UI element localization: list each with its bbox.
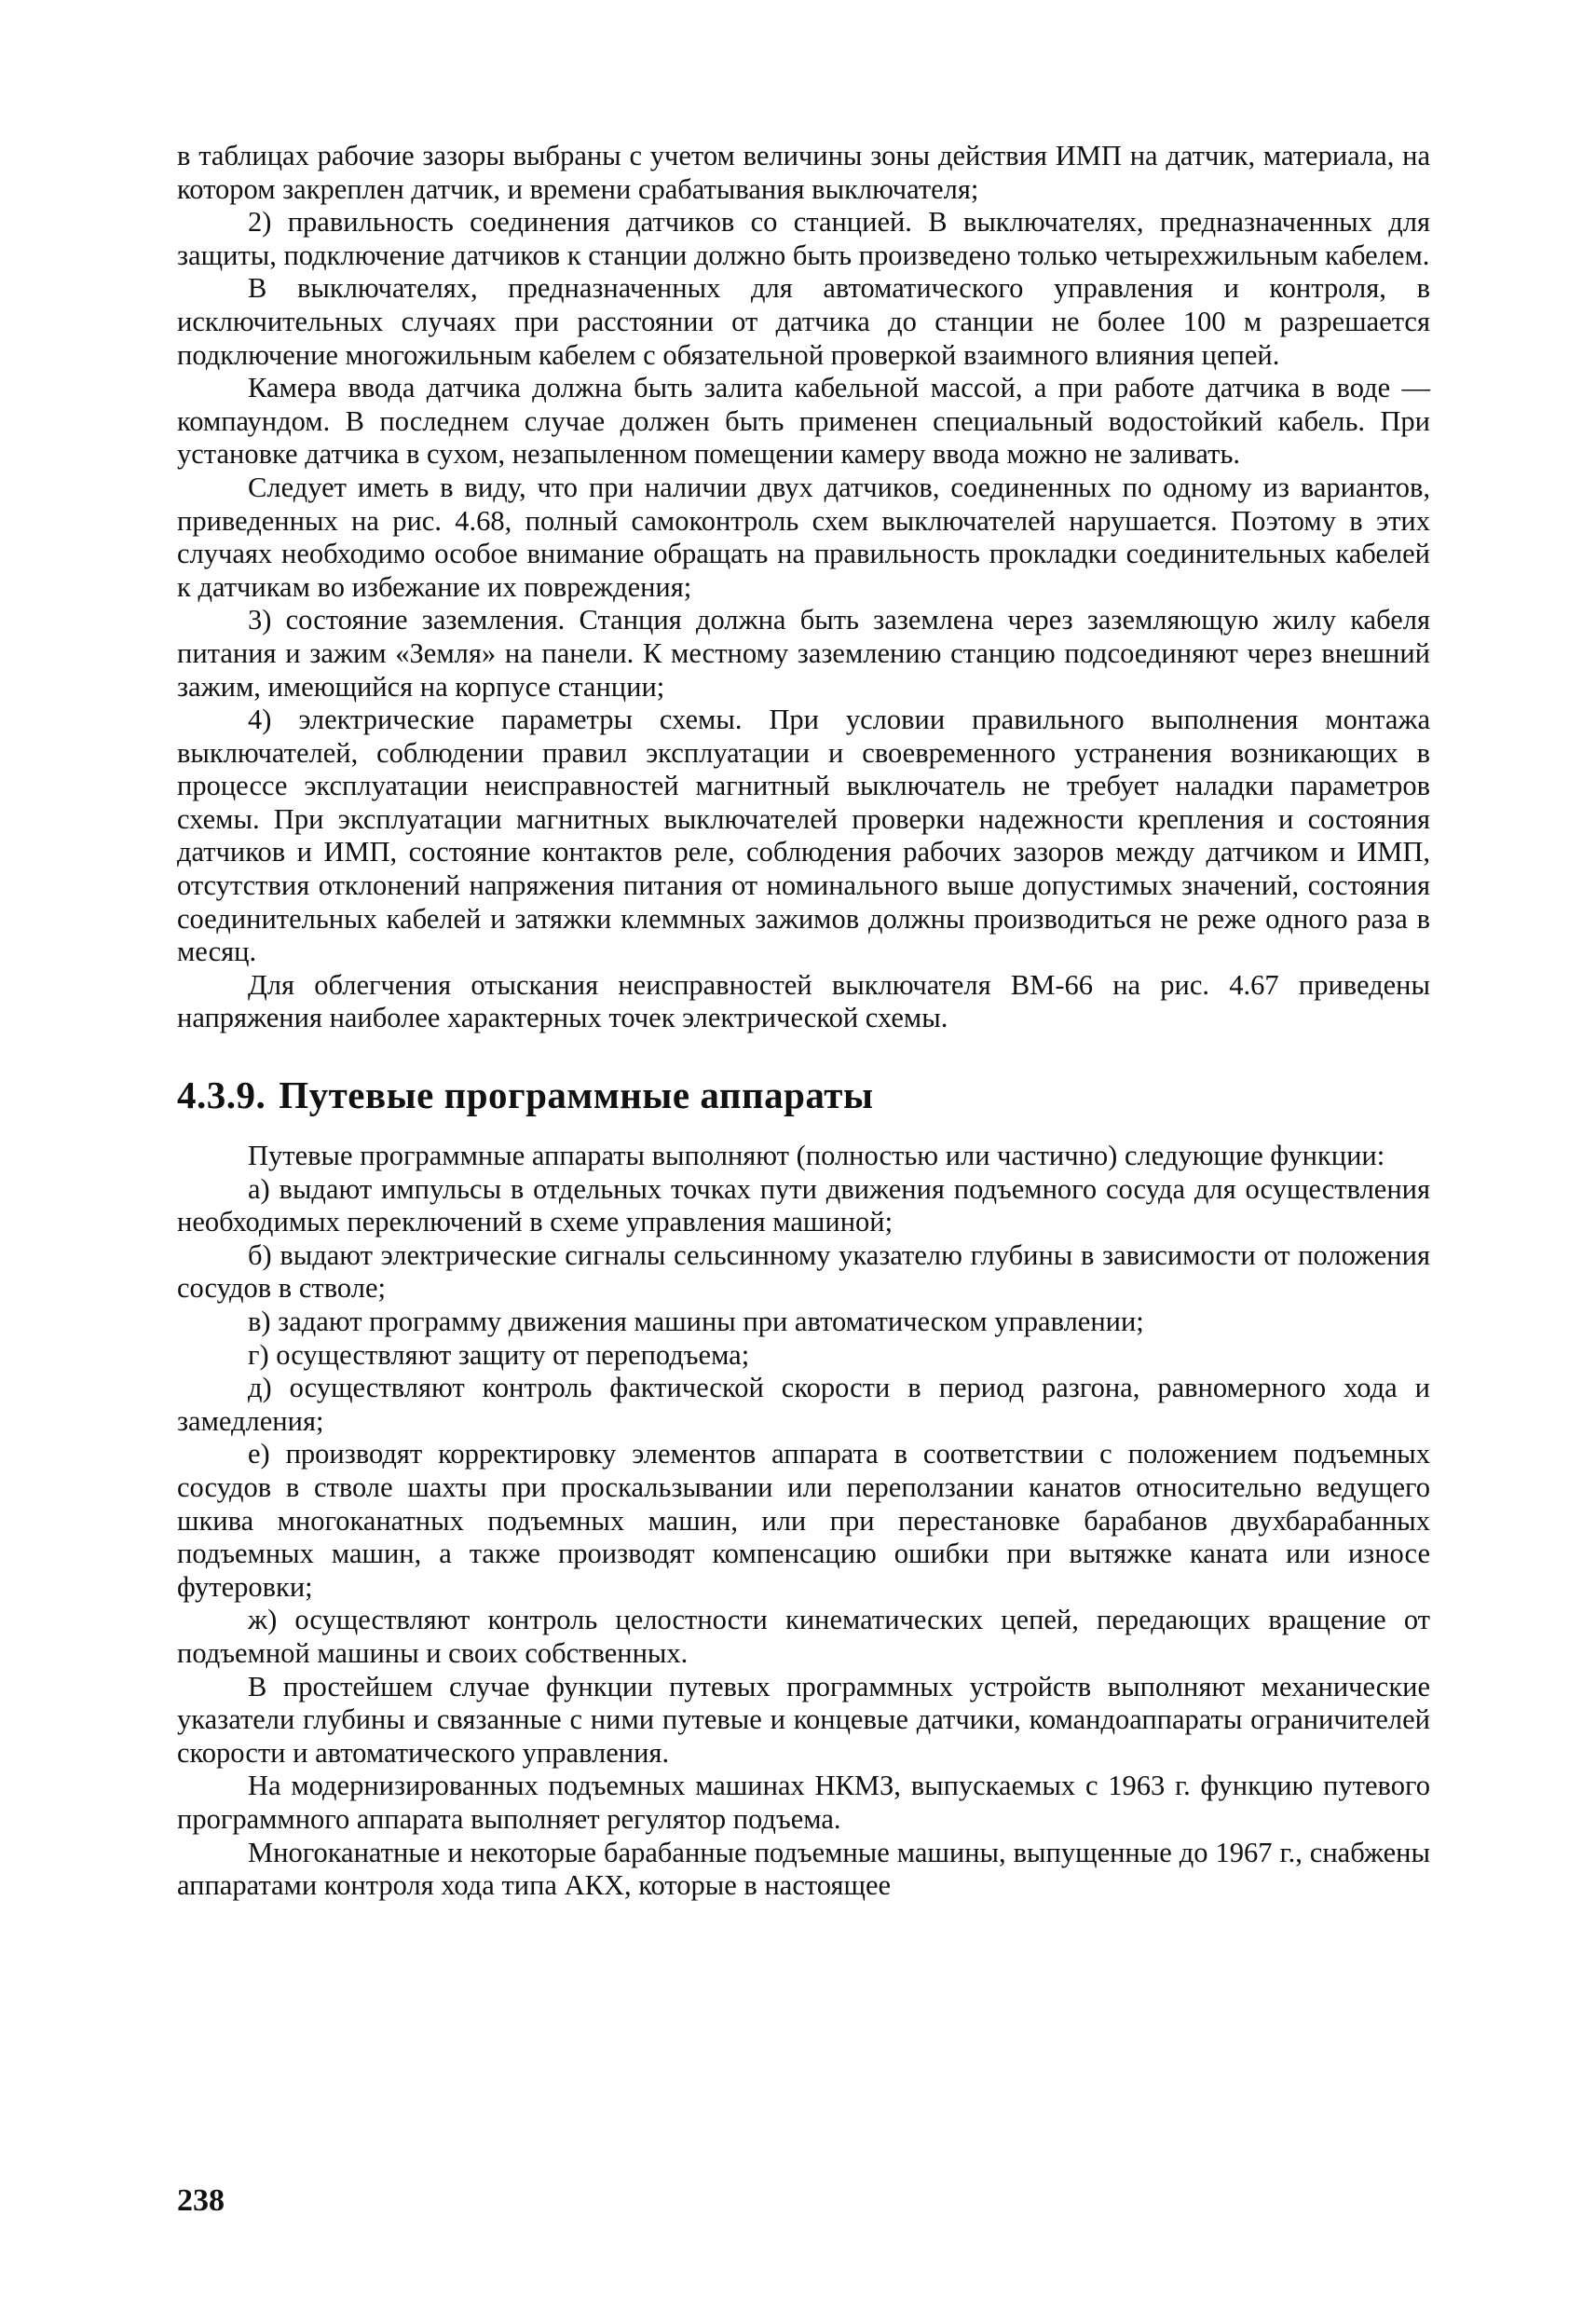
list-item-d: д) осуществляют контроль фактической скорости в период разгона, равномерного хода и замедления; (177, 1372, 1430, 1437)
paragraph-continuation: в таблицах рабочие зазоры выбраны с учетом величины зоны действия ИМП на датчик, материала, на котором закреплен датчик, и времени срабатывания выключателя; (177, 140, 1430, 205)
paragraph-two-sensors: Следует иметь в виду, что при наличии двух датчиков, соединенных по одному из вариантов, приведенных на рис. 4.68, полный самоконтроль схем выключателей нарушается. Поэтому в этих случаях необходимо особое внимание обращать на правильность прокладки соединительных кабелей к датчикам во избежание их повреждения; (177, 471, 1430, 603)
section-title: Путевые программные аппараты (279, 1073, 874, 1117)
list-item-a: а) выдают импульсы в отдельных точках пути движения подъемного сосуда для осуществления необходимых переключений в схеме управления машиной; (177, 1172, 1430, 1238)
paragraph-troubleshooting: Для облегчения отыскания неисправностей выключателя ВМ-66 на рис. 4.67 приведены напряжения наиболее характерных точек электрической схемы. (177, 968, 1430, 1034)
paragraph-item-3-grounding: 3) состояние заземления. Станция должна быть заземлена через заземляющую жилу кабеля питания и зажим «Земля» на панели. К местному заземлению станцию подсоединяют через внешний зажим, имеющийся на корпусе станции; (177, 604, 1430, 703)
paragraph-nkmz: На модернизированных подъемных машинах НКМЗ, выпускаемых с 1963 г. функцию путевого программного аппарата выполняет регулятор подъема. (177, 1770, 1430, 1835)
list-item-e: е) производят корректировку элементов аппарата в соответствии с положением подъемных сосудов в стволе шахты при проскальзывании или переползании канатов относительно ведущего шкива многоканатных подъемных машин, или при перестановке барабанов двухбарабанных подъемных машин, а также производят компенсацию ошибки при вытяжке каната или износе футеровки; (177, 1438, 1430, 1603)
paragraph-item-2: 2) правильность соединения датчиков со станцией. В выключателях, предназначенных для защиты, подключение датчиков к станции должно быть произведено только четырехжильным кабелем. (177, 206, 1430, 271)
list-item-b: б) выдают электрические сигналы сельсинному указателю глубины в зависимости от положения сосудов в стволе; (177, 1238, 1430, 1305)
section-number: 4.3.9. (177, 1073, 266, 1117)
paragraph-item-4-parameters: 4) электрические параметры схемы. При условии правильного выполнения монтажа выключателей, соблюдении правил эксплуатации и своевременного устранения возникающих в процессе эксплуатации неисправностей магнитный выключатель не требует наладки параметров схемы. При эксплуатации магнитных выключателей проверки надежности крепления и состояния датчиков и ИМП, состояние контактов реле, соблюдения рабочих зазоров между датчиком и ИМП, отсутствия отклонений напряжения питания от номинального выше допустимых значений, состояния соединительных кабелей и затяжки клеммных зажимов должны производиться не реже одного раза в месяц. (177, 704, 1430, 968)
paragraph-multirope: Многоканатные и некоторые барабанные подъемные машины, выпущенные до 1967 г., снабжены аппаратами контроля хода типа АКХ, которые в настоящее (177, 1836, 1430, 1902)
paragraph-simplest-case: В простейшем случае функции путевых программных устройств выполняют механические указатели глубины и связанные с ними путевые и концевые датчики, командоаппараты ограничителей скорости и автоматического управления. (177, 1670, 1430, 1769)
page-number: 238 (177, 2183, 225, 2218)
list-item-v: в) задают программу движения машины при автоматическом управлении; (248, 1306, 1144, 1337)
paragraph-cable-exception: В выключателях, предназначенных для автоматического управления и контроля, в исключительных случаях при расстоянии от датчика до станции не более 100 м разрешается подключение многожильным кабелем с обязательной проверкой взаимного влияния цепей. (177, 272, 1430, 371)
paragraph-intro: Путевые программные аппараты выполняют (полностью или частично) следующие функции: (248, 1140, 1385, 1172)
section-heading (177, 1073, 1430, 1117)
page-body (177, 140, 1430, 1903)
list-item-zh: ж) осуществляют контроль целостности кинематических цепей, передающих вращение от подъемной машины и своих собственных. (177, 1604, 1430, 1669)
list-item-g: г) осуществляют защиту от переподъема; (248, 1338, 750, 1371)
paragraph-sensor-chamber: Камера ввода датчика должна быть залита кабельной массой, а при работе датчика в воде — компаундом. В последнем случае должен быть применен специальный водостойкий кабель. При установке датчика в сухом, незапыленном помещении камеру ввода можно не заливать. (177, 372, 1430, 471)
